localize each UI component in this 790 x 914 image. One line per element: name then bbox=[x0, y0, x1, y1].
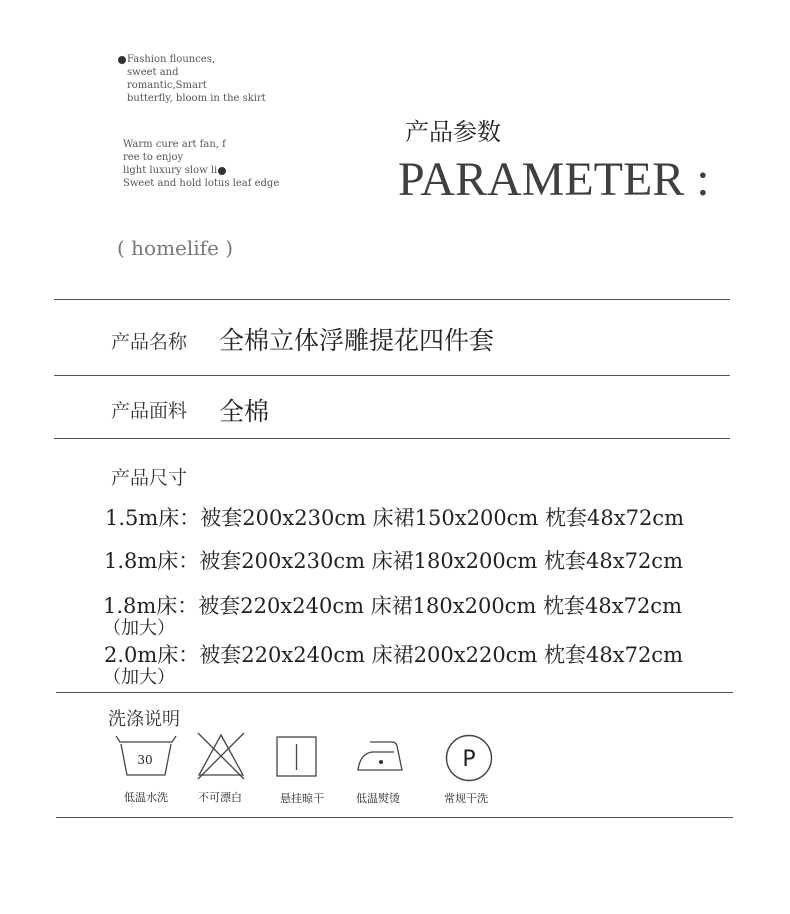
decor-line: Warm cure art fan, f bbox=[123, 139, 226, 150]
size-row: 1.8m床：被套220x240cm 床裙180x200cm 枕套48x72cm bbox=[103, 594, 682, 618]
homelife-tag: ( homelife ) bbox=[117, 236, 234, 260]
care-label: 低温水洗 bbox=[124, 791, 168, 804]
wash-30-icon bbox=[114, 734, 178, 778]
page-title-en: PARAMETER : bbox=[398, 153, 710, 206]
divider bbox=[56, 817, 733, 818]
product-name-value: 全棉立体浮雕提花四件套 bbox=[219, 326, 495, 355]
hang-dry-icon bbox=[276, 736, 317, 777]
decor-line: ree to enjoy bbox=[123, 152, 184, 163]
bullet-dot-icon bbox=[218, 167, 226, 175]
dry-clean-icon bbox=[445, 734, 493, 782]
decor-line: romantic,Smart bbox=[127, 80, 207, 91]
care-label: 不可漂白 bbox=[198, 791, 242, 804]
care-label: 悬挂晾干 bbox=[280, 792, 324, 805]
size-row: 1.5m床：被套200x230cm 床裙150x200cm 枕套48x72cm bbox=[105, 506, 684, 530]
care-title: 洗涤说明 bbox=[108, 709, 180, 730]
size-row: 2.0m床：被套220x240cm 床裙200x220cm 枕套48x72cm bbox=[104, 643, 683, 667]
wash-temp-text: 30 bbox=[137, 753, 153, 767]
page-title-cn: 产品参数 bbox=[405, 118, 501, 146]
size-note: （加大） bbox=[103, 667, 175, 688]
divider bbox=[54, 438, 730, 439]
divider bbox=[54, 375, 730, 376]
dry-clean-letter: P bbox=[462, 747, 476, 772]
decor-line: Fashion flounces, bbox=[118, 53, 266, 66]
care-label: 低温熨烫 bbox=[356, 792, 400, 805]
no-bleach-icon bbox=[196, 731, 246, 781]
product-size-label: 产品尺寸 bbox=[111, 467, 188, 489]
divider bbox=[56, 692, 733, 693]
bullet-dot-icon bbox=[118, 56, 126, 64]
decor-block-1 bbox=[118, 53, 266, 105]
divider bbox=[54, 299, 730, 300]
care-label: 常规干洗 bbox=[444, 792, 488, 805]
size-note: （加大） bbox=[103, 618, 175, 639]
decor-line: light luxury slow li bbox=[123, 164, 279, 177]
decor-block-2 bbox=[123, 138, 279, 190]
product-name-label: 产品名称 bbox=[111, 331, 188, 353]
product-fabric-value: 全棉 bbox=[219, 397, 270, 426]
size-row: 1.8m床：被套200x230cm 床裙180x200cm 枕套48x72cm bbox=[104, 549, 683, 573]
low-iron-icon bbox=[356, 738, 404, 772]
decor-line: sweet and bbox=[127, 67, 179, 78]
decor-line: Sweet and hold lotus leaf edge bbox=[123, 178, 280, 189]
product-fabric-label: 产品面料 bbox=[111, 400, 188, 422]
decor-line: butterfly, bloom in the skirt bbox=[127, 93, 266, 104]
